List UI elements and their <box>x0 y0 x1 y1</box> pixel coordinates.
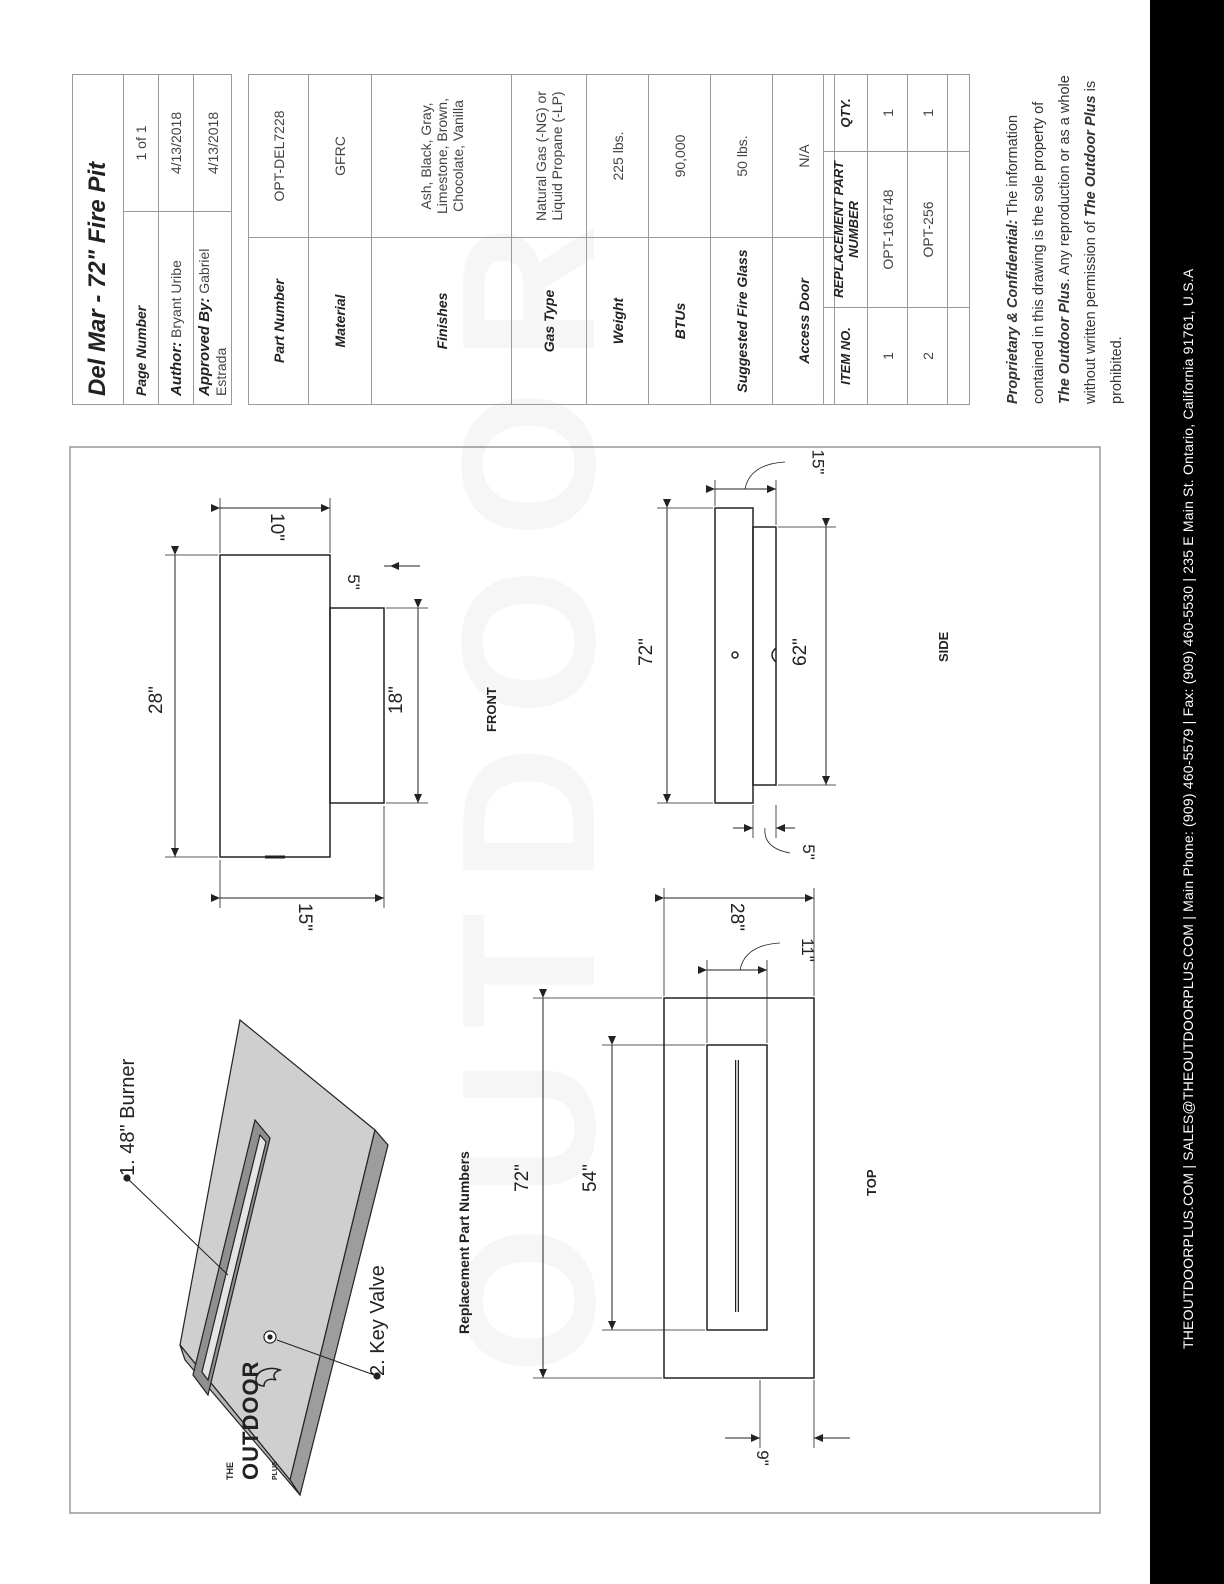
author-label: Author: <box>167 341 185 396</box>
spec-value: 90,000 <box>649 75 711 238</box>
parts-item: 1 <box>868 308 908 405</box>
dim-top-inset: 11" <box>797 938 817 962</box>
spec-label: Part Number <box>249 238 309 405</box>
proprietary-notice <box>1000 74 1130 404</box>
burner-callout: 1. 48" Burner <box>117 1058 139 1176</box>
dim-front-top: 10" <box>265 513 287 541</box>
table-row <box>868 75 908 405</box>
proprietary-heading: Proprietary & Confidential: <box>1005 219 1021 404</box>
parts-item: 2 <box>908 308 948 405</box>
spec-value: Natural Gas (-NG) or Liquid Propane (-LP) <box>512 75 587 238</box>
page-number-label: Page Number <box>124 212 159 405</box>
parts-table <box>823 74 970 405</box>
title-block <box>72 74 232 405</box>
table-row <box>908 75 948 405</box>
parts-header-item: ITEM NO. <box>824 308 868 405</box>
approved-label: Approved By: <box>196 297 213 396</box>
spec-value: Ash, Black, Gray, Limestone, Brown, Chocolate, Vanilla <box>372 75 512 238</box>
approved-name: Gabriel Estrada <box>196 248 229 396</box>
spec-label: Gas Type <box>512 238 587 405</box>
logo-plus: PLUS <box>272 1461 279 1480</box>
spec-label: Access Door <box>773 238 835 405</box>
spec-label: Finishes <box>372 238 512 405</box>
proprietary-brand1: The Outdoor Plus <box>1057 282 1073 404</box>
dim-top-burner: 54" <box>580 1164 601 1192</box>
spec-label: Weight <box>587 238 649 405</box>
logo-brand: OUTDOOR <box>238 1360 263 1480</box>
flame-icon <box>250 1360 290 1400</box>
proprietary-text2: . Any reproduction or as a whole without written permission of <box>1057 75 1099 404</box>
spec-value: 225 lbs. <box>587 75 649 238</box>
front-label: FRONT <box>484 687 499 732</box>
dim-front-notch-length: 18" <box>386 686 407 714</box>
spec-value: OPT-DEL7228 <box>249 75 309 238</box>
spec-value: GFRC <box>309 75 372 238</box>
author-name: Bryant Uribe <box>167 260 184 338</box>
dim-front-height: 28" <box>146 686 167 714</box>
dim-top-depth: 28" <box>725 903 747 931</box>
approved-date: 4/13/2018 <box>194 75 232 212</box>
parts-header-part: REPLACEMENT PART NUMBER <box>824 152 868 308</box>
specs-table <box>248 74 835 405</box>
dim-side-inner: 62" <box>790 638 811 666</box>
parts-qty: 1 <box>908 75 948 152</box>
dim-front-notch: 5" <box>343 574 363 590</box>
logo-the: THE <box>225 1462 235 1480</box>
parts-header-qty: QTY. <box>824 75 868 152</box>
parts-number: OPT-166T48 <box>868 152 908 308</box>
spec-value: 50 lbs. <box>711 75 773 238</box>
page-title: Del Mar - 72" Fire Pit <box>73 75 124 405</box>
key-valve-callout: 2. Key Valve <box>367 1265 389 1376</box>
dim-top-length: 72" <box>512 1164 533 1192</box>
parts-qty: 1 <box>868 75 908 152</box>
proprietary-text3: is prohibited. <box>1083 80 1125 404</box>
spec-value: N/A <box>773 75 835 238</box>
dim-side-b: 15" <box>808 449 828 475</box>
spec-label: Material <box>309 238 372 405</box>
top-label: TOP <box>864 1169 879 1196</box>
author-date: 4/13/2018 <box>159 75 194 212</box>
spec-label: Suggested Fire Glass <box>711 238 773 405</box>
proprietary-text1: The information contained in this drawing is the sole property of <box>1005 101 1047 404</box>
footer-text: THEOUTDOORPLUS.COM | SALES@THEOUTDOORPLUS.COM | Main Phone: (909) 460-5579 | Fax: (909) 460-5530 | 235 E Main St. Ontario, California 91761, U.S.A <box>1180 268 1196 1349</box>
dim-top-edge: 9" <box>752 1450 772 1466</box>
dim-front-depth: 15" <box>293 903 315 931</box>
proprietary-brand2: The Outdoor Plus <box>1083 95 1099 218</box>
spec-label: BTUs <box>649 238 711 405</box>
dim-side-length: 72" <box>636 638 657 666</box>
replacement-label: Replacement Part Numbers <box>456 1151 472 1334</box>
parts-number: OPT-256 <box>908 152 948 308</box>
dim-side-a: 5" <box>798 844 818 860</box>
brand-logo <box>220 1360 320 1480</box>
side-label: SIDE <box>936 631 951 662</box>
page-number-value: 1 of 1 <box>124 75 159 212</box>
